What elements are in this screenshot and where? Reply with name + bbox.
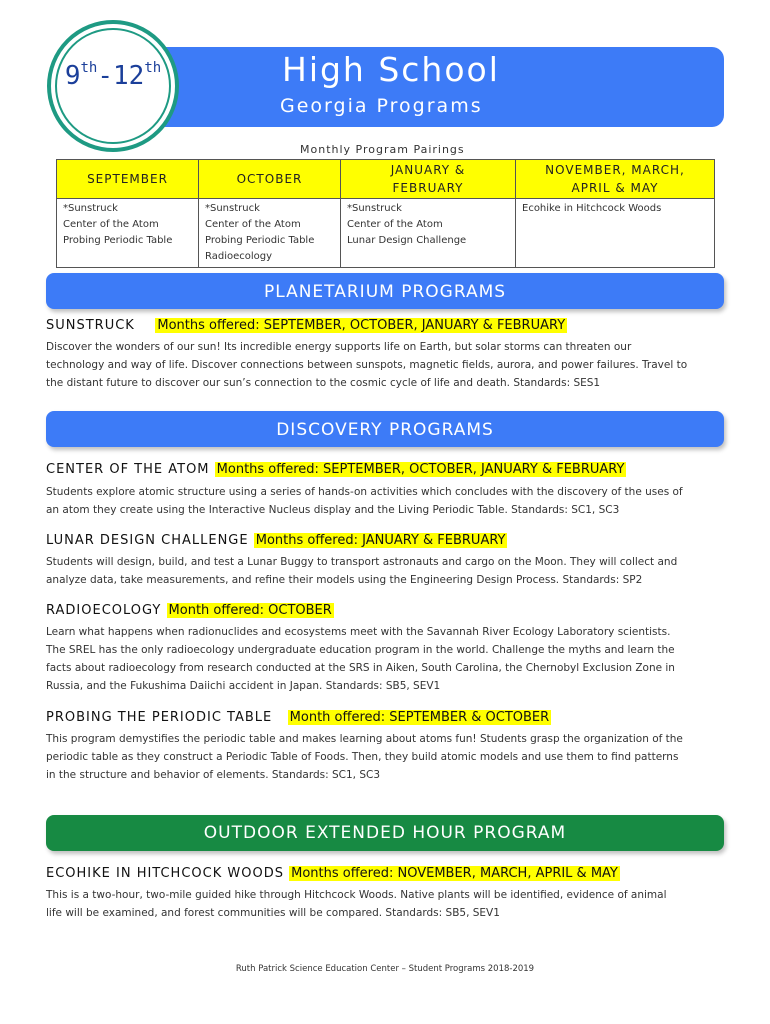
description-line: technology and way of life. Discover connections between sunspots, magnetic fields, aurora, and power failures. Travel to xyxy=(46,359,688,371)
list-item: Ecohike in Hitchcock Woods xyxy=(522,203,662,214)
months-offered-badge: Months offered: SEPTEMBER, OCTOBER, JANUARY & FEBRUARY xyxy=(157,318,566,333)
program-name: ECOHIKE IN HITCHCOCK WOODS xyxy=(46,866,284,881)
description-line: This program demystifies the periodic table and makes learning about atoms fun! Students grasp the organization of the xyxy=(46,733,683,745)
pairings-header-nov-may xyxy=(516,160,715,199)
grade-range xyxy=(50,60,176,91)
program-description-ecohike xyxy=(46,886,726,922)
program-name: CENTER OF THE ATOM xyxy=(46,462,210,477)
program-description-radioecology xyxy=(46,623,726,695)
description-line: periodic table as they construct a Periodic Table of Foods. Then, they build atomic models and use them to find patterns xyxy=(46,751,679,763)
grade-end: 12 xyxy=(113,61,145,91)
grade-end-sup: th xyxy=(144,60,162,76)
list-item: Probing Periodic Table xyxy=(205,235,315,246)
grade-start: 9 xyxy=(64,61,81,91)
program-description-lunar xyxy=(46,553,726,589)
months-offered-badge: Month offered: OCTOBER xyxy=(168,603,332,618)
pairings-header-jan-feb xyxy=(341,160,516,199)
program-heading-ecohike xyxy=(46,866,620,881)
description-line: This is a two-hour, two-mile guided hike through Hitchcock Woods. Native plants will be identified, evidence of animal xyxy=(46,889,667,901)
description-line: The SREL has the only radioecology undergraduate education program in the world. Challenge the myths and learn the xyxy=(46,644,675,656)
description-line: in the structure and behavior of elements. Standards: SC1, SC3 xyxy=(46,769,381,781)
description-line: the distant future to discover our sun’s connection to the cosmic cycle of life and death. Standards: SES1 xyxy=(46,377,601,389)
program-description-periodic xyxy=(46,730,726,784)
description-line: Learn what happens when radionuclides and ecosystems meet with the Savannah River Ecology Laboratory scientists. xyxy=(46,626,671,638)
pairings-table xyxy=(56,159,715,268)
program-heading-radioecology xyxy=(46,603,334,618)
header-line: NOVEMBER, MARCH, xyxy=(545,163,685,177)
program-heading-atom xyxy=(46,462,626,477)
page-footer: Ruth Patrick Science Education Center – Student Programs 2018-2019 xyxy=(235,964,535,974)
header-line: JANUARY & xyxy=(390,163,466,177)
grade-sep: - xyxy=(97,61,113,91)
section-title-planetarium: PLANETARIUM PROGRAMS xyxy=(263,282,507,302)
pairings-header-october: OCTOBER xyxy=(199,160,341,199)
description-line: an atom they create using the Interactive Nucleus display and the Living Periodic Table. Standards: SC1, SC3 xyxy=(46,504,620,516)
program-heading-sunstruck xyxy=(46,318,567,333)
list-item: Radioecology xyxy=(205,251,273,262)
months-offered-badge: Months offered: JANUARY & FEBRUARY xyxy=(255,533,506,548)
description-line: Students will design, build, and test a Lunar Buggy to transport astronauts and cargo on the Moon. They will collect and xyxy=(46,556,678,568)
pairings-header-row xyxy=(57,160,715,199)
list-item: *Sunstruck xyxy=(347,203,402,214)
description-line: analyze data, take measurements, and refine their models using the Engineering Design Process. Standards: SP2 xyxy=(46,574,643,586)
months-offered-badge: Months offered: NOVEMBER, MARCH, APRIL & MAY xyxy=(291,866,618,881)
pairings-header-september: SEPTEMBER xyxy=(57,160,199,199)
pairings-caption: Monthly Program Pairings xyxy=(300,143,465,156)
page-title: High School xyxy=(282,50,500,89)
months-offered-badge: Months offered: SEPTEMBER, OCTOBER, JANUARY & FEBRUARY xyxy=(216,462,625,477)
program-name: LUNAR DESIGN CHALLENGE xyxy=(46,533,249,548)
description-line: Russia, and the Fukushima Daiichi accident in Japan. Standards: SB5, SEV1 xyxy=(46,680,441,692)
pairings-cell-jan-feb xyxy=(341,199,516,268)
pairings-cell-october xyxy=(199,199,341,268)
program-name: SUNSTRUCK xyxy=(46,318,135,333)
section-title-discovery: DISCOVERY PROGRAMS xyxy=(276,420,494,440)
months-offered-badge: Month offered: SEPTEMBER & OCTOBER xyxy=(289,710,550,725)
program-name: PROBING THE PERIODIC TABLE xyxy=(46,710,273,725)
header-line: FEBRUARY xyxy=(392,181,464,195)
page-subtitle: Georgia Programs xyxy=(280,95,483,117)
program-heading-lunar xyxy=(46,533,507,548)
grade-start-sup: th xyxy=(80,60,98,76)
header-line: APRIL & MAY xyxy=(571,181,659,195)
list-item: Probing Periodic Table xyxy=(63,235,173,246)
list-item: *Sunstruck xyxy=(63,203,118,214)
program-description-sunstruck xyxy=(46,338,726,392)
program-description-atom xyxy=(46,483,726,519)
pairings-body-row xyxy=(57,199,715,268)
description-line: Students explore atomic structure using a series of hands-on activities which concludes with the discovery of the uses of xyxy=(46,486,683,498)
list-item: Center of the Atom xyxy=(205,219,301,230)
description-line: life will be examined, and forest communities will be compared. Standards: SB5, SEV1 xyxy=(46,907,500,919)
pairings-cell-nov-may xyxy=(516,199,715,268)
list-item: Center of the Atom xyxy=(347,219,443,230)
list-item: Center of the Atom xyxy=(63,219,159,230)
description-line: Discover the wonders of our sun! Its incredible energy supports life on Earth, but solar storms can threaten our xyxy=(46,341,632,353)
list-item: Lunar Design Challenge xyxy=(347,235,467,246)
description-line: facts about radioecology from research conducted at the SRS in Aiken, South Carolina, the Chernobyl Exclusion Zone in xyxy=(46,662,675,674)
section-title-outdoor: OUTDOOR EXTENDED HOUR PROGRAM xyxy=(203,823,567,843)
program-name: RADIOECOLOGY xyxy=(46,603,162,618)
list-item: *Sunstruck xyxy=(205,203,260,214)
program-heading-periodic xyxy=(46,710,551,725)
pairings-cell-september xyxy=(57,199,199,268)
